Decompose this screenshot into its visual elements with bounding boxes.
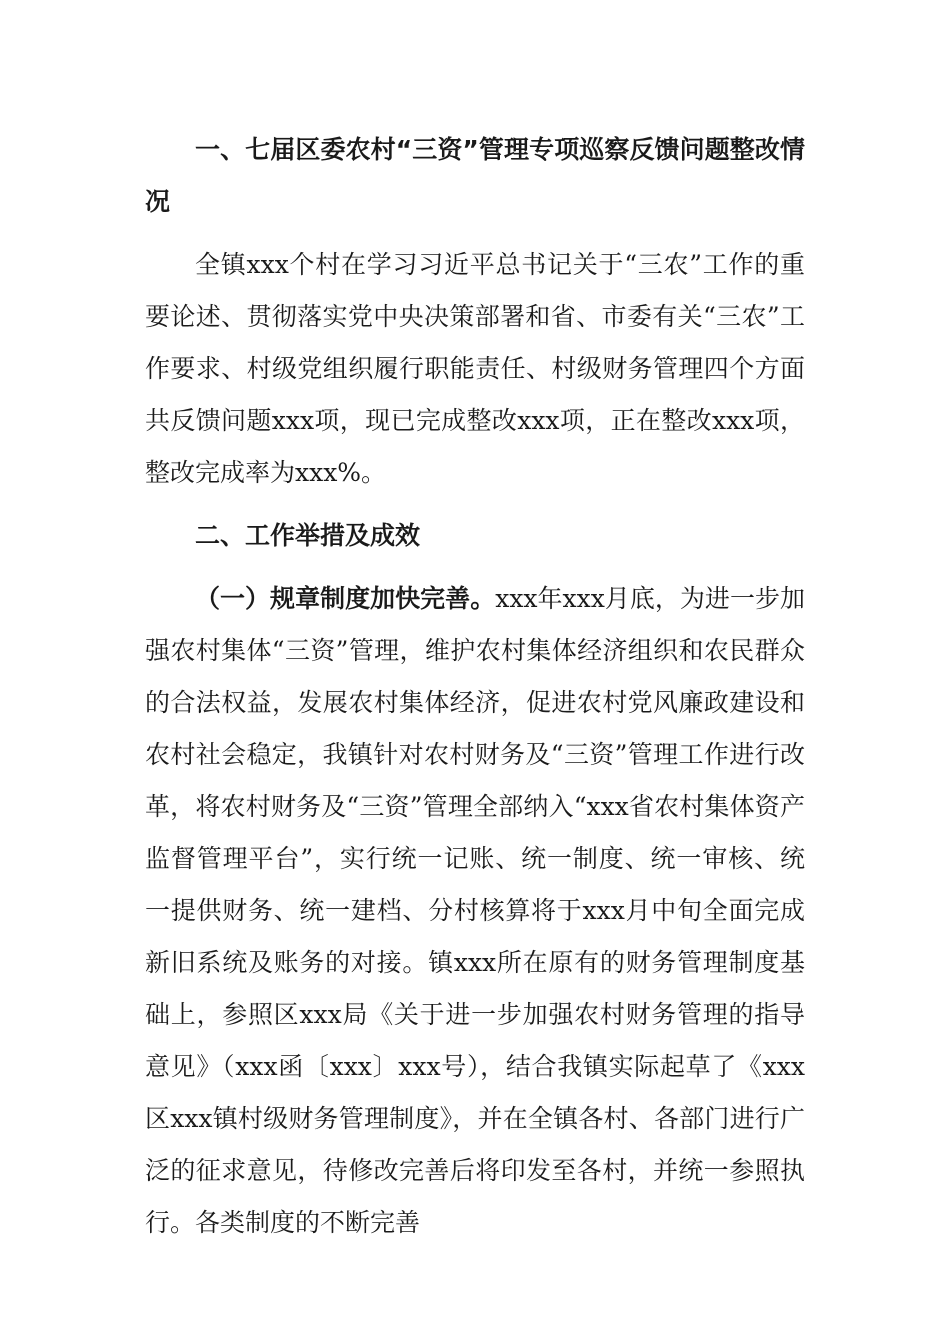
paragraph-summary: 全镇xxx个村在学习习近平总书记关于“三农”工作的重要论述、贯彻落实党中央决策部署和省、市委有关“三农”工作要求、村级党组织履行职能责任、村级财务管理四个方面共反馈问题xxx项，现已完成整改xxx项，正在整改xxx项，整改完成率为xxx%。	[145, 250, 805, 487]
subsection-body: xxx年xxx月底，为进一步加强农村集体“三资”管理，维护农村集体经济组织和农民群众的合法权益，发展农村集体经济，促进农村党风廉政建设和农村社会稳定，我镇针对农村财务及“三资”管理工作进行改革，将农村财务及“三资”管理全部纳入“xxx省农村集体资产监督管理平台”，实行统一记账、统一制度、统一审核、统一提供财务、统一建档、分村核算将于xxx月中旬全面完成新旧系统及账务的对接。镇xxx所在原有的财务管理制度基础上，参照区xxx局《关于进一步加强农村财务管理的指导意见》（xxx函〔xxx〕xxx号），结合我镇实际起草了《xxx区xxx镇村级财务管理制度》，并在全镇各村、各部门进行广泛的征求意见，待修改完善后将印发至各村，并统一参照执行。各类制度的不断完善	[145, 584, 805, 1237]
spacer	[145, 562, 805, 573]
spacer	[145, 228, 805, 239]
section-heading-2: 二、工作举措及成效	[195, 521, 421, 550]
subsection-lead: （一）规章制度加快完善。	[195, 584, 496, 613]
spacer	[145, 499, 805, 510]
document-page	[145, 124, 805, 1249]
section-heading-1: 一、七届区委农村“三资”管理专项巡察反馈问题整改情况	[145, 135, 805, 216]
paragraph-section-1	[145, 573, 805, 1249]
